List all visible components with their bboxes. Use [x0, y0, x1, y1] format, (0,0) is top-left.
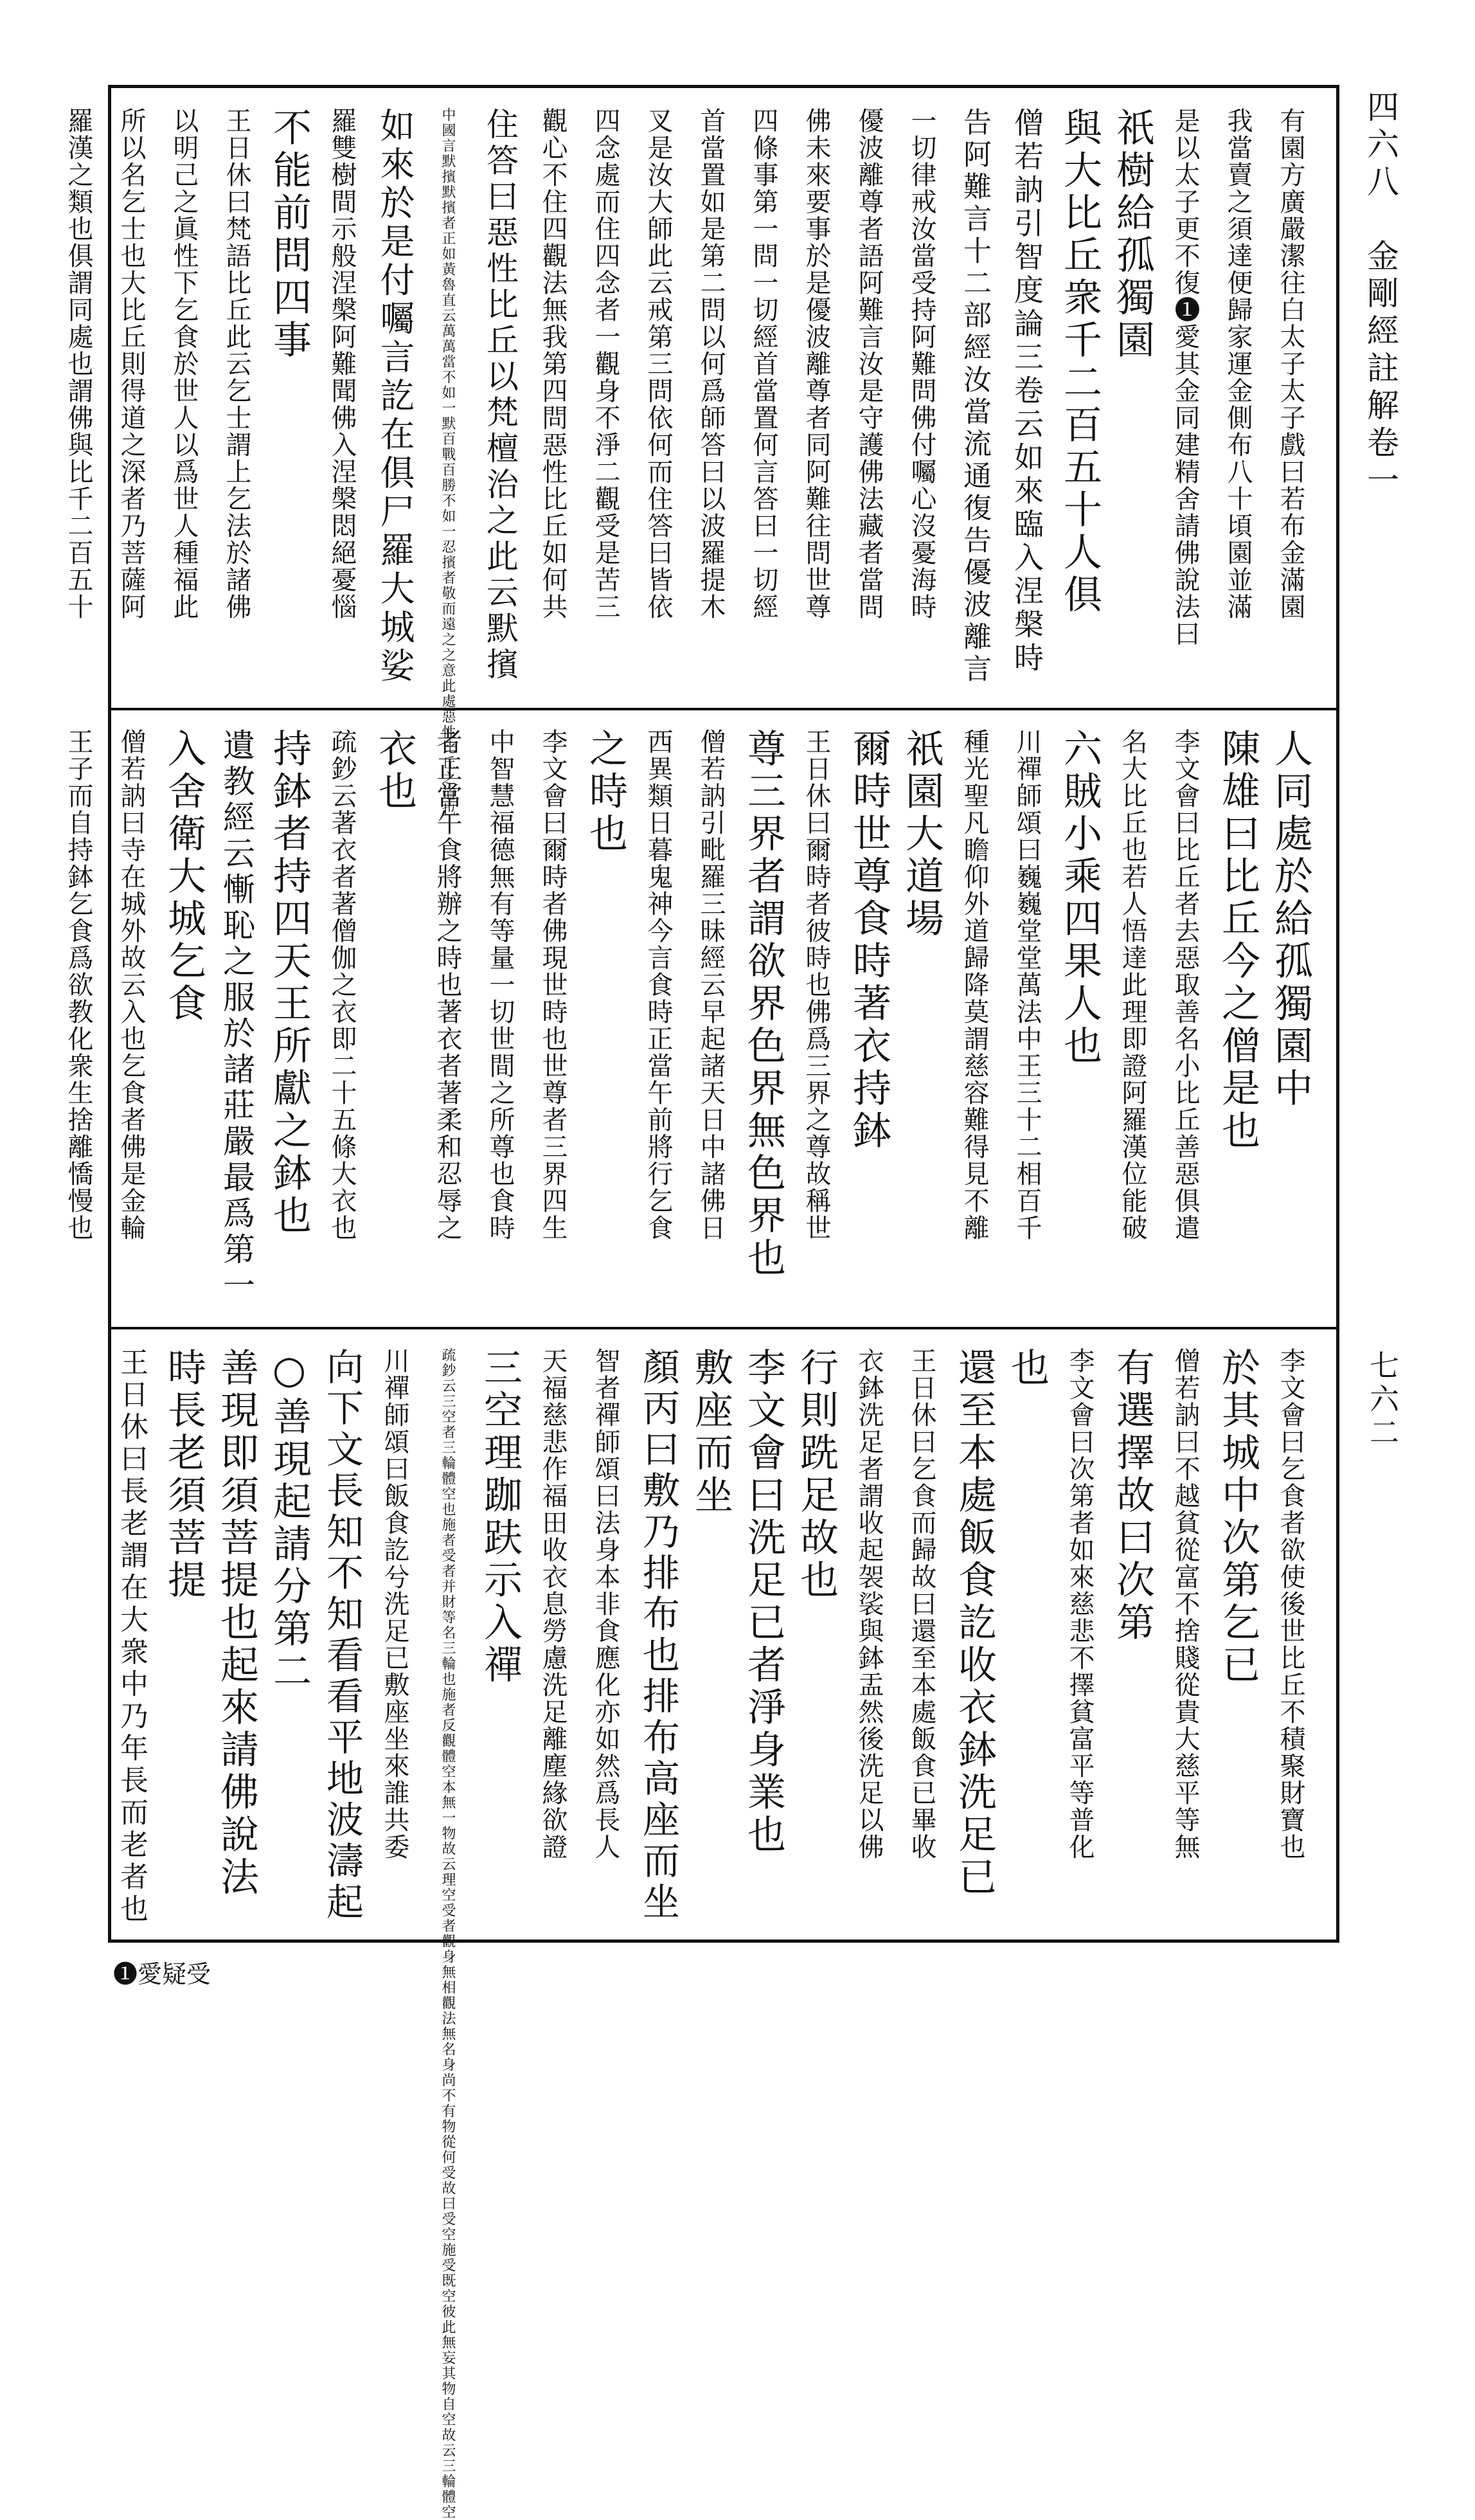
text-column: 四條事第一問一切經首當置何言答曰一切經	[749, 107, 778, 620]
text-column: 有選擇故曰次第	[1110, 1347, 1155, 1644]
text-column: 王子而自持鉢乞食爲欲教化衆生捨離憍慢也	[64, 728, 93, 1241]
text-column: 羅雙樹間示般涅槃阿難聞佛入涅槃悶絕憂惱	[327, 107, 357, 620]
text-column: 李文會曰乞食者欲使後世比丘不積聚財寶也	[1276, 1347, 1305, 1860]
text-column: 李文會曰比丘者去惡取善名小比丘善惡俱遣	[1170, 728, 1200, 1241]
text-column: 僧若訥引智度論三卷云如來臨入涅槃時	[1010, 107, 1044, 676]
text-column: 善現即須菩提也起來請佛說法	[214, 1347, 259, 1899]
text-column: 遺教經云慚恥之服於諸莊嚴最爲第一	[218, 728, 255, 1304]
footnote: ❶愛疑受	[113, 1960, 211, 1988]
text-column: 王日休曰爾時者彼時也佛爲三界之尊故稱世	[801, 728, 831, 1241]
text-column: 優波離尊者語阿難言汝是守護佛法藏者當問	[854, 107, 884, 620]
text-column: 僧若訥引毗羅三昧經云早起諸天日中諸佛日	[696, 728, 726, 1241]
text-column: 僧若訥曰不越貧從富不捨賤從貴大慈平等無	[1170, 1347, 1200, 1860]
text-column: 者正當午食將辦之時也著衣者著柔和忍辱之	[433, 728, 462, 1241]
text-column: 六賊小乘四果人也	[1057, 728, 1102, 1068]
text-column: 衣也	[372, 728, 417, 813]
text-column: 叉是汝大師此云戒第三問依何而住答曰皆依	[643, 107, 673, 620]
text-column: 祇樹給孤獨園	[1110, 107, 1155, 362]
text-column: 智者禪師頌曰法身本非食應化亦如然爲長人	[591, 1347, 620, 1860]
text-column: 行則跣足故也	[794, 1347, 839, 1602]
text-column: 首當置如是第二問以何爲師答曰以波羅提木	[696, 107, 726, 620]
text-column: 尊三界者謂欲界色界無色界也	[741, 728, 786, 1280]
text-column: 還至本處飯食訖收衣鉢洗足已	[952, 1347, 997, 1899]
text-column: 三空理跏趺示入禪	[478, 1347, 523, 1687]
text-column: 種光聖凡瞻仰外道歸降莫謂慈容難得見不離	[960, 728, 989, 1241]
text-column: 中國言默擯默擯者正如黃魯直云萬萬當不如一默百戰百勝不如一忍擯者敬而遠之之意此處惡性比丘之道也	[440, 107, 456, 817]
text-column: 所以名乞士也大比丘則得道之深者乃菩薩阿	[116, 107, 146, 620]
text-column: 向下文長知不知看看平地波濤起	[320, 1347, 364, 1923]
text-column: 名大比丘也若人悟達此理即證阿羅漢位能破	[1118, 728, 1147, 1241]
text-column: 觀心不住四觀法無我第四問惡性比丘如何共	[538, 107, 568, 620]
text-column: 與大比丘衆千二百五十人俱	[1057, 107, 1102, 616]
text-column: ○善現起請分第二	[267, 1347, 312, 1693]
text-column: 李文會曰爾時者佛現世時也世尊者三界四生	[538, 728, 568, 1241]
text-column: 有園方廣嚴潔往白太子太子戲曰若布金滿園	[1276, 107, 1305, 620]
text-column: 人同處於給孤獨園中	[1268, 728, 1313, 1110]
text-column: 不能前問四事	[267, 107, 312, 362]
text-column: 入舍衛大城乞食	[161, 728, 206, 1025]
text-column: 王日休曰長老謂在大衆中乃年長而老者也	[115, 1347, 148, 1926]
text-column: 川禪師頌曰飯食訖兮洗足已敷座坐來誰共委	[380, 1347, 409, 1860]
text-column: 以明己之眞性下乞食於世人以爲世人種福此	[169, 107, 199, 620]
text-column: 四念處而住四念者一觀身不淨二觀受是苦三	[591, 107, 620, 620]
text-column: 敷座而坐	[688, 1347, 733, 1517]
text-column: 李文會曰次第者如來慈悲不擇貧富平等普化	[1065, 1347, 1095, 1860]
text-column: 告阿難言十二部經汝當流通復告優波離言	[958, 107, 991, 686]
text-column: 中智慧福德無有等量一切世間之所尊也食時	[485, 728, 515, 1241]
text-column: 爾時世尊食時著衣持鉢	[846, 728, 891, 1153]
text-column: 持鉢者持四天王所獻之鉢也	[267, 728, 312, 1238]
text-column: 之時也	[583, 728, 628, 856]
text-column: 疏鈔云著衣者著僧伽之衣即二十五條大衣也	[327, 728, 357, 1241]
text-column: 住答曰惡性比丘以梵檀治之此云默擯	[481, 107, 519, 683]
text-column: 川禪師頌曰巍巍堂堂萬法中王三十二相百千	[1012, 728, 1042, 1241]
text-column: 一切律戒汝當受持阿難問佛付囑心沒憂海時	[907, 107, 936, 620]
page-number: 七六二	[1365, 1350, 1400, 1450]
text-column: 僧若訥曰寺在城外故云入也乞食者佛是金輪	[116, 728, 146, 1241]
register-middle	[64, 709, 1336, 1326]
text-column: 佛未來要事於是優波離尊者同阿難往問世尊	[801, 107, 831, 620]
text-column: 天福慈悲作福田收衣息勞慮洗足離塵緣欲證	[538, 1347, 568, 1860]
text-column: 王日休曰梵語比丘此云乞士謂上乞法於諸佛	[222, 107, 251, 620]
text-column: 也	[1005, 1347, 1050, 1390]
text-column: 西異類日暮鬼神今言食時正當午前將行乞食	[643, 728, 673, 1241]
text-column: 時長老須菩提	[161, 1347, 206, 1602]
text-column: 疏鈔云三空者三輪體空也施者受者并財等名三輪也施者反觀體空本無一物故云理空受者觀身無相觀法無名身尚不有物從何受故曰受空施受既空彼此無妄其物自空故云三輪體空	[440, 1347, 456, 2520]
text-column: 衣鉢洗足者謂收起袈裟與鉢盂然後洗足以佛	[854, 1347, 884, 1860]
text-column: 祇園大道場	[899, 728, 944, 941]
text-column: 如來於是付囑言訖在俱尸羅大城娑	[375, 107, 415, 686]
text-column: 是以太子更不復❶愛其金同建精舍請佛說法曰	[1170, 107, 1200, 647]
page-header: 四六八 金剛經註解卷一	[1362, 90, 1399, 500]
text-column: 羅漢之類也俱謂同處也謂佛與比千二百五十	[64, 107, 93, 620]
text-column: 於其城中次第乞已	[1215, 1347, 1260, 1687]
text-column: 王日休曰乞食而歸故曰還至本處飯食已畢收	[907, 1347, 936, 1860]
text-column: 李文會曰洗足已者淨身業也	[741, 1347, 786, 1857]
text-column: 陳雄曰比丘今之僧是也	[1215, 728, 1260, 1153]
text-column: 我當賣之須達便歸家運金側布八十頃園並滿	[1223, 107, 1253, 620]
text-column: 顏丙曰敷乃排布也排布高座而坐	[636, 1347, 680, 1923]
